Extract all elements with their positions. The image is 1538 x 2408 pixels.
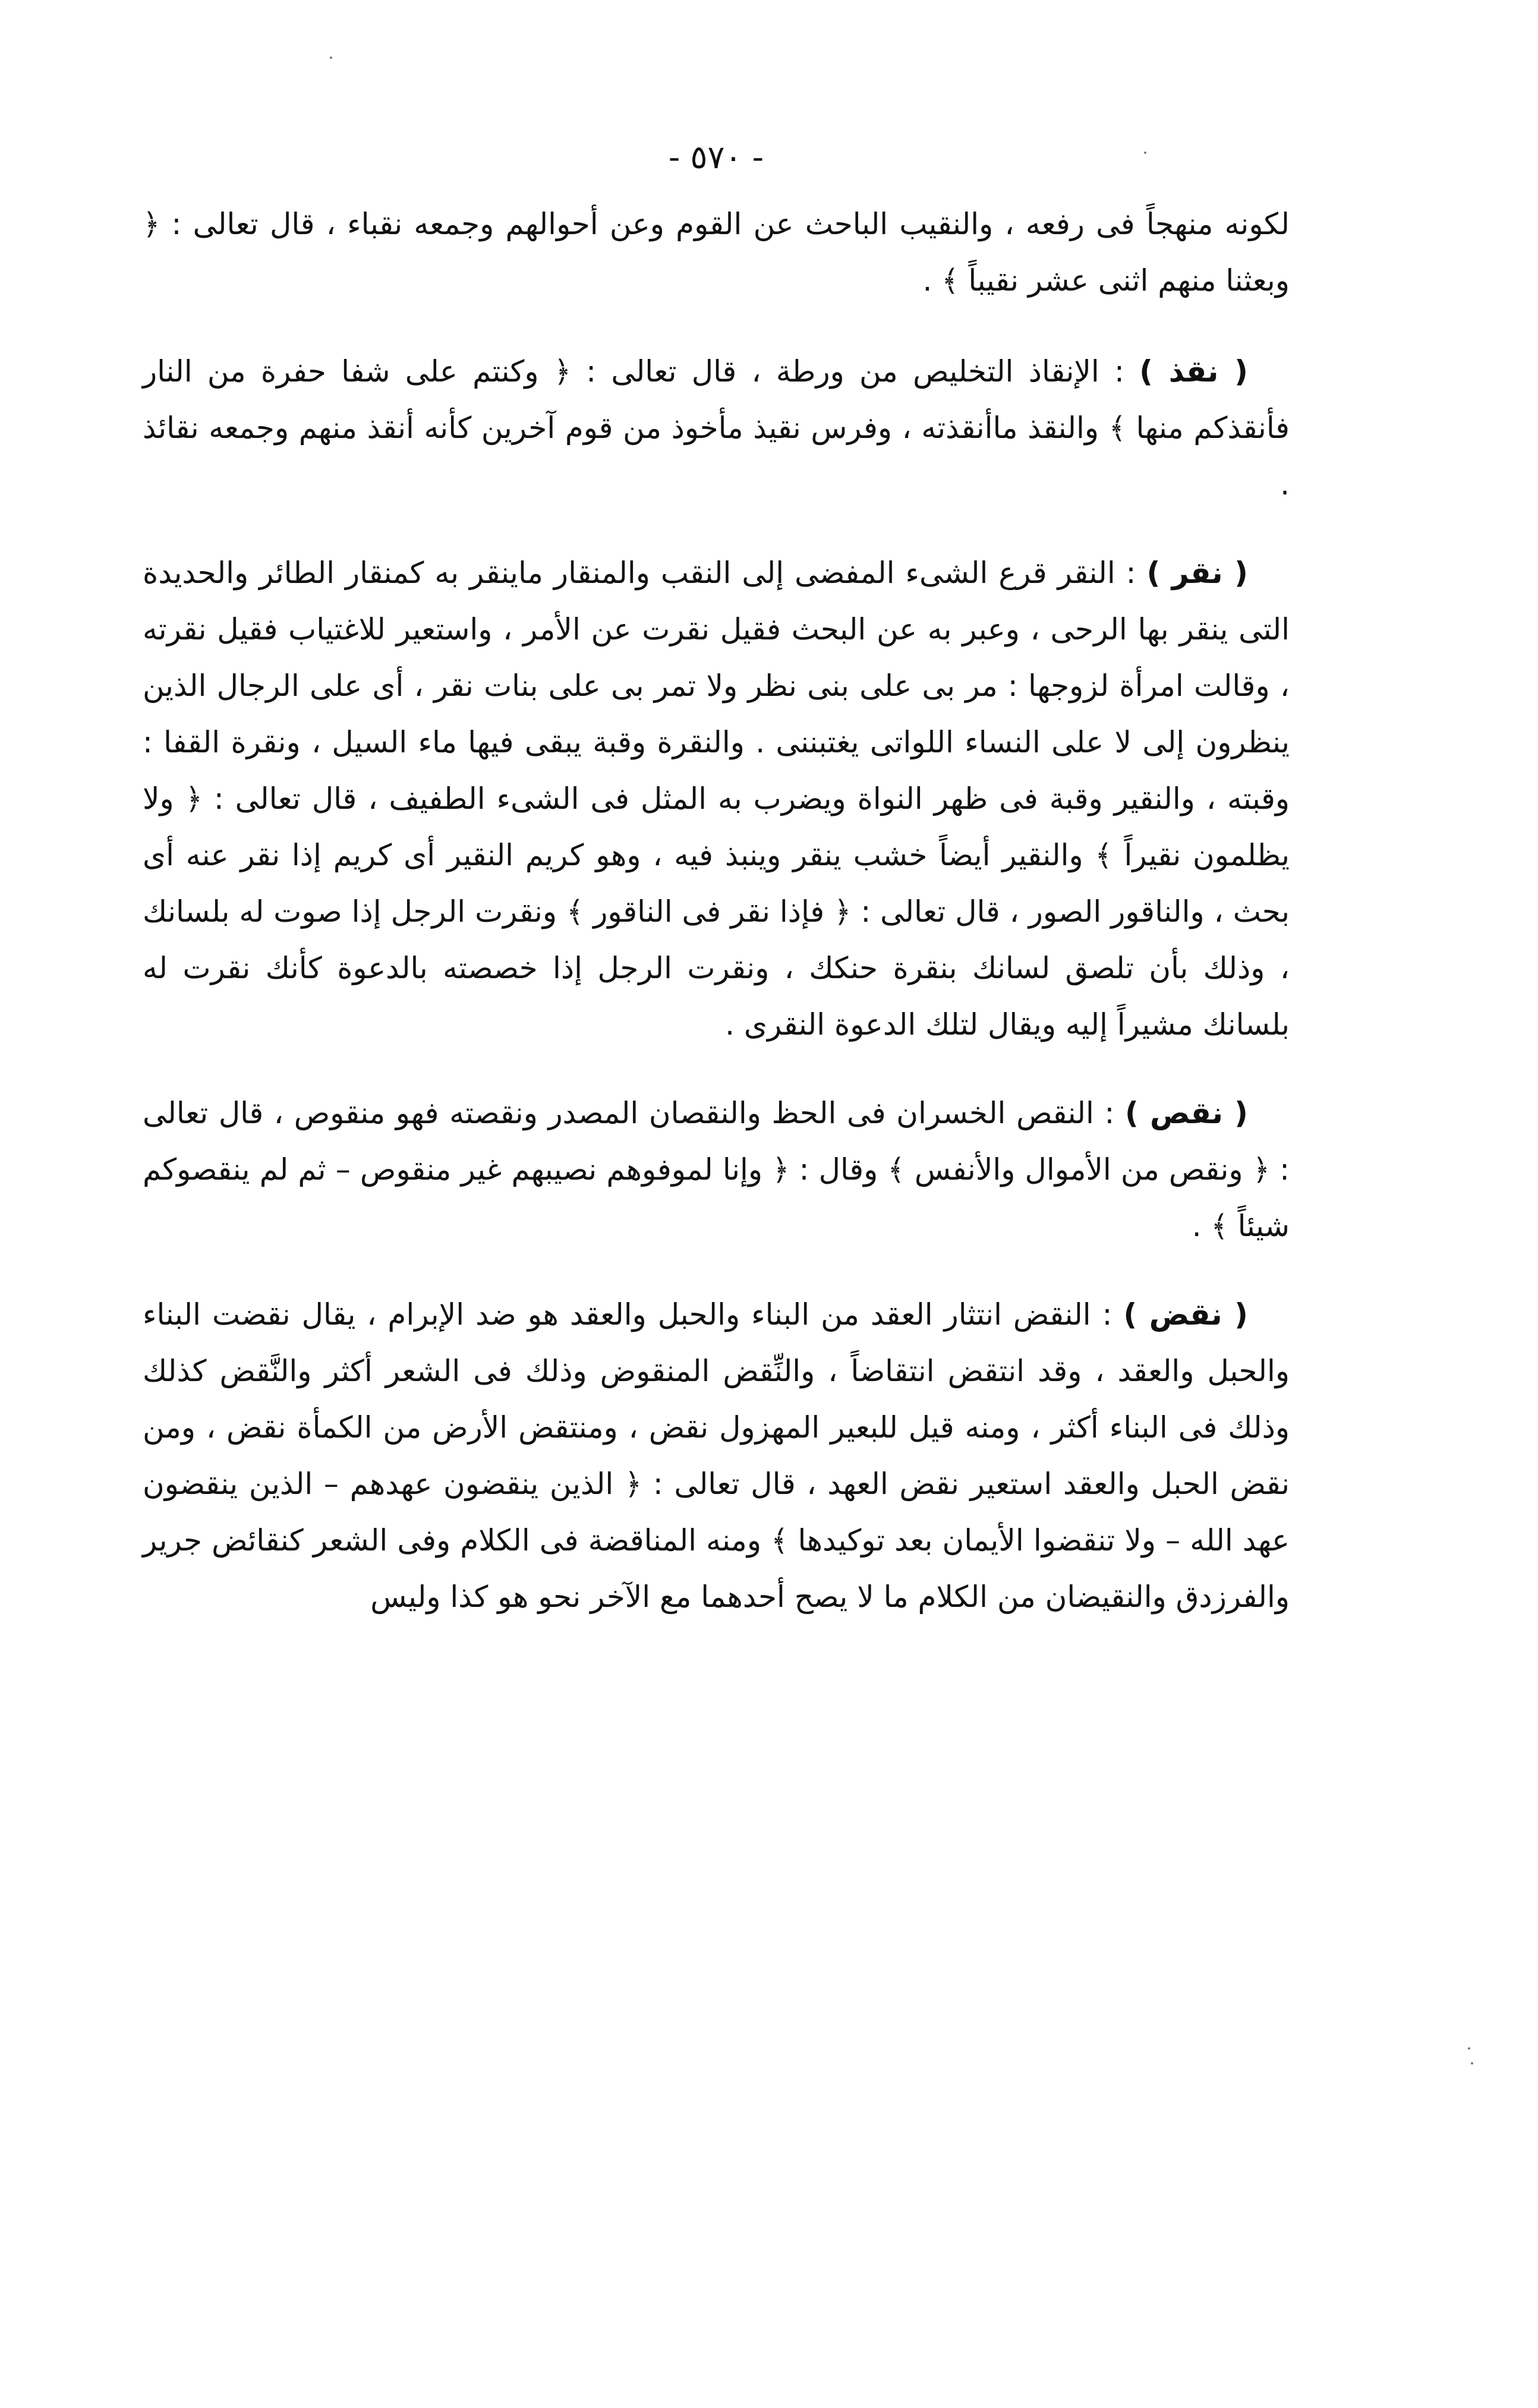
entry-heading: ( نقر ) bbox=[1146, 556, 1248, 590]
scan-speck bbox=[330, 56, 332, 59]
scan-speck bbox=[1471, 2062, 1473, 2065]
entry-heading: ( نقص ) bbox=[1125, 1096, 1248, 1130]
entry-naqr bbox=[143, 545, 1290, 1053]
entry-text: : النقص الخسران فى الحظ والنقصان المصدر ونقصته فهو منقوص ، قال تعالى : ﴿ ونقص من الأموال والأنفس ﴾ وقال : ﴿ وإنا لموفوهم نصيبهم غير منقوص – ثم لم ينقصوكم شيئاً ﴾ . bbox=[143, 1096, 1290, 1243]
entry-text: : النقض انتثار العقد من البناء والحبل والعقد هو ضد الإبرام ، يقال نقضت البناء والحبل والعقد ، وقد انتقض انتقاضاً ، والنِّقض المنقوض وذلك فى الشعر أكثر والنَّقض كذلك وذلك فى البناء أكثر ، ومنه قيل للبعير المهزول نقض ، ومنتقض الأرض من الكمأة نقض ، ومن نقض الحبل والعقد استعير نقض العهد ، قال تعالى : ﴿ الذين ينقضون عهدهم – الذين ينقضون عهد الله – ولا تنقضوا الأيمان بعد توكيدها ﴾ ومنه المناقضة فى الكلام وفى الشعر كنقائض جرير والفرزدق والنقيضان من الكلام ما لا يصح أحدهما مع الآخر نحو هو كذا وليس bbox=[143, 1297, 1290, 1614]
entry-naqd bbox=[143, 1287, 1290, 1625]
scan-speck bbox=[1144, 152, 1146, 154]
entry-text: : الإنقاذ التخليص من ورطة ، قال تعالى : ﴿ وكنتم على شفا حفرة من النار فأنقذكم منها ﴾ والنقذ ماأنقذته ، وفرس نقيذ مأخوذ من قوم آخرين كأنه أنقذ منهم وجمعه نقائذ . bbox=[143, 354, 1290, 502]
paragraph-text: لكونه منهجاً فى رفعه ، والنقيب الباحث عن القوم وعن أحوالهم وجمعه نقباء ، قال تعالى : ﴿ وبعثنا منهم اثنى عشر نقيباً ﴾ . bbox=[143, 207, 1290, 298]
book-page bbox=[143, 137, 1290, 1657]
entry-naqadh bbox=[143, 343, 1290, 513]
entry-text: : النقر قرع الشىء المفضى إلى النقب والمنقار ماينقر به كمنقار الطائر والحديدة التى ينقر بها الرحى ، وعبر به عن البحث فقيل نقرت عن الأمر ، واستعير للاغتياب فقيل نقرته ، وقالت امرأة لزوجها : مر بى على بنى نظر ولا تمر بى على بنات نقر ، أى على الرجال الذين ينظرون إلى لا على النساء اللواتى يغتبننى . والنقرة وقبة يبقى فيها ماء السيل ، ونقرة القفا : وقبته ، والنقير وقبة فى ظهر النواة ويضرب به المثل فى الشىء الطفيف ، قال تعالى : ﴿ ولا يظلمون نقيراً ﴾ والنقير أيضاً خشب ينقر وينبذ فيه ، وهو كريم النقير أى كريم إذا نقر عنه أى بحث ، والناقور الصور ، قال تعالى : ﴿ فإذا نقر فى الناقور ﴾ ونقرت الرجل إذا صوت له بلسانك ، وذلك بأن تلصق لسانك بنقرة حنكك ، ونقرت الرجل إذا خصصته بالدعوة كأنك نقرت له بلسانك مشيراً إليه ويقال لتلك الدعوة النقرى . bbox=[143, 556, 1290, 1042]
paragraph-continuation bbox=[143, 196, 1290, 309]
scan-speck bbox=[1468, 2047, 1470, 2050]
entry-naqs bbox=[143, 1085, 1290, 1255]
entry-heading: ( نقض ) bbox=[1123, 1297, 1248, 1332]
entry-heading: ( نقذ ) bbox=[1139, 354, 1248, 389]
page-number: - ٥٧٠ - bbox=[668, 138, 764, 176]
